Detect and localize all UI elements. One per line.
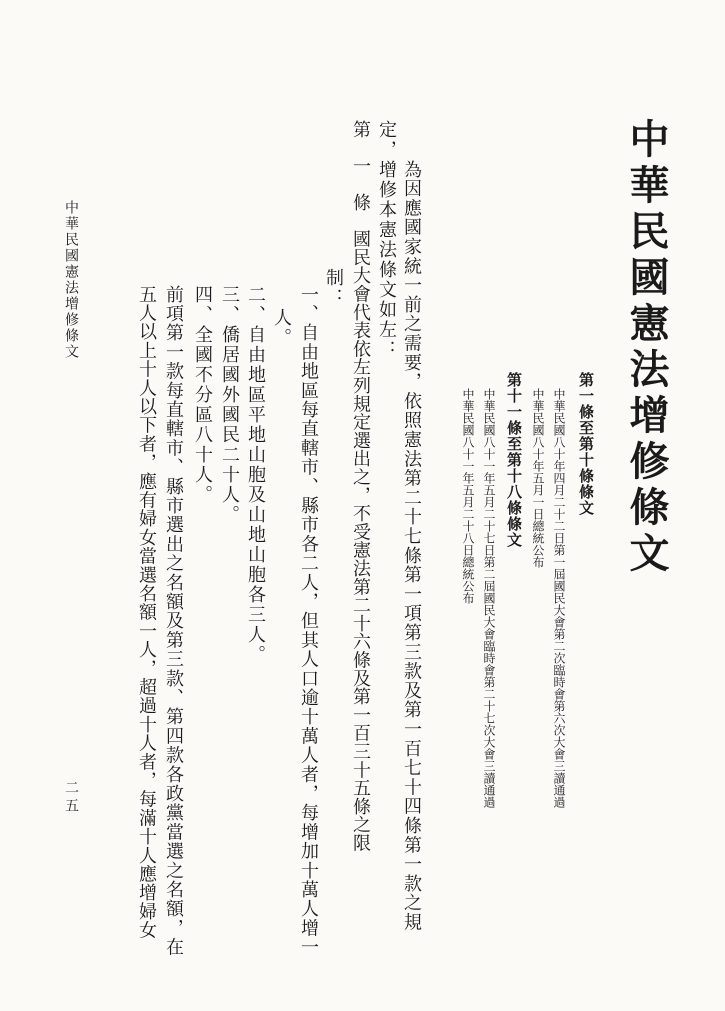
section-1-date-promulgated: 中華民國八十年五月一日總統公布 (531, 388, 545, 568)
section-heading-1: 第一條至第十條條文 (577, 372, 595, 516)
body-line-1: 為因應國家統一前之需要，依照憲法第二十七條第一項第三款及第一百七十四條第一款之規 (401, 160, 422, 932)
page-number: 二五 (63, 780, 79, 816)
running-header: 中華民國憲法增修條文 (63, 200, 79, 360)
body-line-2: 定，增修本憲法條文如左： (376, 120, 397, 360)
section-2-date-passed: 中華民國八十一年五月二十七日第二屆國民大會臨時會第二十七次大會三讀通過 (482, 388, 496, 808)
document-title: 中華民國憲法增修條文 (623, 118, 670, 578)
body-line-8: 三、僑居國外國民二十人。 (219, 285, 240, 525)
section-heading-2: 第十一條至第十八條條文 (505, 372, 523, 548)
body-line-3: 第 一 條 國民大會代表依左列規定選出之，不受憲法第二十六條及第一百三十五條之限 (350, 120, 371, 852)
body-line-6: 人。 (271, 308, 292, 348)
section-1-date-passed: 中華民國八十年四月二十二日第一屆國民大會第二次臨時會第六次大會三讀通過 (552, 388, 566, 808)
section-2-date-promulgated: 中華民國八十一年五月二十八日總統公布 (461, 388, 475, 604)
body-line-5: 一、自由地區每直轄市、縣市各二人，但其人口逾十萬人者，每增加十萬人增一 (298, 285, 319, 957)
body-line-11: 五人以上十人以下者，應有婦女當選名額一人，超過十人者，每滿十人應增婦女 (136, 285, 157, 940)
body-line-4: 制： (323, 268, 344, 308)
body-line-10: 前項第一款每直轄市、縣市選出之名額及第三款、第四款各政黨當選之名額，在 (163, 285, 184, 957)
body-line-9: 四、全國不分區八十人。 (192, 285, 213, 505)
body-line-7: 二、自由地區平地山胞及山地山胞各三人。 (245, 285, 266, 665)
